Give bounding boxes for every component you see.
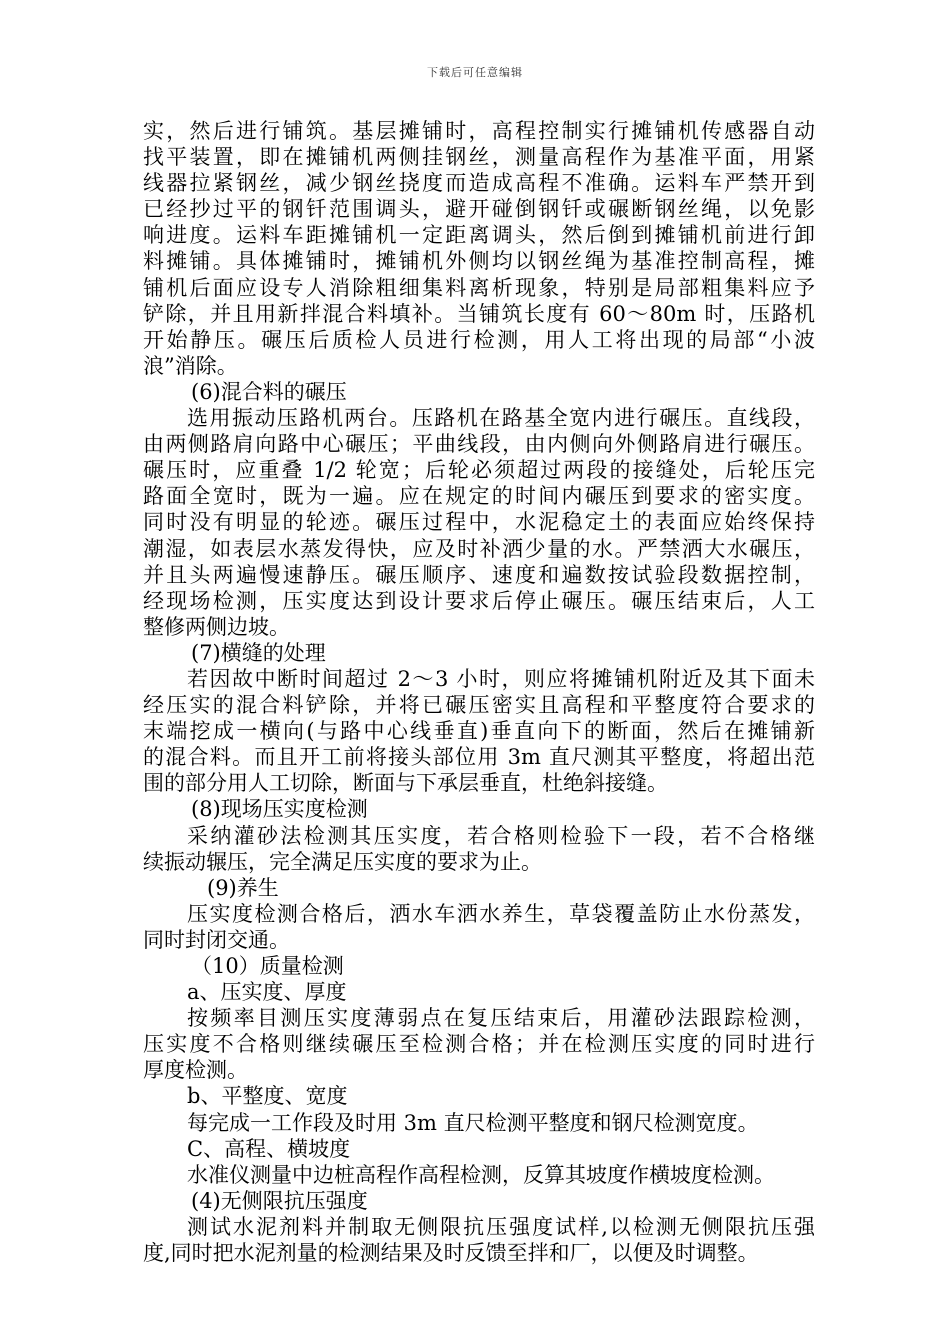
body-line: 线器拉紧钢丝，减少钢丝挠度而造成高程不准确。运料车严禁开到 <box>143 171 815 196</box>
subsection-heading-c: C、高程、横坡度 <box>187 1136 351 1161</box>
section-heading-10: （10）质量检测 <box>191 954 344 978</box>
body-line: 铺机后面应设专人消除粗细集料离析现象，特别是局部粗集料应予 <box>143 275 815 300</box>
body-line: 浪”消除。 <box>143 353 238 378</box>
document-body <box>143 118 815 1266</box>
body-line: 实，然后进行铺筑。基层摊铺时，高程控制实行摊铺机传感器自动 <box>143 119 815 143</box>
body-line: 压实度检测合格后，洒水车洒水养生，草袋覆盖防止水份蒸发， <box>187 901 815 926</box>
body-line: 选用振动压路机两台。压路机在路基全宽内进行碾压。直线段， <box>187 406 815 431</box>
body-line: 测试水泥剂料并制取无侧限抗压强度试样,以检测无侧限抗压强 <box>187 1214 815 1239</box>
section-heading-8: (8)现场压实度检测 <box>191 797 368 822</box>
body-line: 并且头两遍慢速静压。碾压顺序、速度和遍数按试验段数据控制， <box>143 562 815 587</box>
body-line: 水准仪测量中边桩高程作高程检测，反算其坡度作横坡度检测。 <box>187 1162 775 1187</box>
body-line: 路面全宽时，既为一遍。应在规定的时间内碾压到要求的密实度。 <box>143 484 815 509</box>
body-line: 同时封闭交通。 <box>143 927 290 952</box>
body-line: 经压实的混合料铲除，并将已碾压密实且高程和平整度符合要求的 <box>143 693 815 718</box>
section-heading-4: (4)无侧限抗压强度 <box>191 1188 368 1213</box>
body-line: 铲除，并且用新拌混合料填补。当铺筑长度有 60～80m 时，压路机 <box>143 301 815 326</box>
section-heading-7: (7)横缝的处理 <box>191 640 326 665</box>
body-line: 碾压时，应重叠 1/2 轮宽；后轮必须超过两段的接缝处，后轮压完 <box>143 458 815 483</box>
section-heading-6: (6)混合料的碾压 <box>191 379 347 404</box>
body-line: 的混合料。而且开工前将接头部位用 3m 直尺测其平整度，将超出范 <box>143 745 815 770</box>
body-line: 续振动辗压，完全满足压实度的要求为止。 <box>143 849 542 874</box>
body-line: 开始静压。碾压后质检人员进行检测，用人工将出现的局部“小波 <box>143 327 815 352</box>
body-line: 整修两侧边坡。 <box>143 614 290 639</box>
subsection-heading-a: a、压实度、厚度 <box>187 980 347 1005</box>
body-line: 经现场检测，压实度达到设计要求后停止碾压。碾压结束后，人工 <box>143 588 815 613</box>
body-line: 围的部分用人工切除，断面与下承层垂直，杜绝斜接缝。 <box>143 771 668 796</box>
body-line: 已经抄过平的钢钎范围调头，避开碰倒钢钎或碾断钢丝绳，以免影 <box>143 197 815 222</box>
body-line: 末端挖成一横向(与路中心线垂直)垂直向下的断面，然后在摊铺新 <box>143 719 815 744</box>
body-line: 潮湿，如表层水蒸发得快，应及时补洒少量的水。严禁洒大水碾压， <box>143 536 815 561</box>
body-line: 度,同时把水泥剂量的检测结果及时反馈至拌和厂，以便及时调整。 <box>143 1241 759 1266</box>
body-line: 由两侧路肩向路中心碾压；平曲线段，由内侧向外侧路肩进行碾压。 <box>143 432 815 457</box>
body-line: 每完成一工作段及时用 3m 直尺检测平整度和钢尺检测宽度。 <box>187 1110 759 1135</box>
body-line: 若因故中断时间超过 2～3 小时，则应将摊铺机附近及其下面未 <box>187 666 815 691</box>
subsection-heading-b: b、平整度、宽度 <box>187 1084 348 1109</box>
body-line: 料摊铺。具体摊铺时，摊铺机外侧均以钢丝绳为基准控制高程，摊 <box>143 249 815 274</box>
body-line: 采纳灌砂法检测其压实度，若合格则检验下一段，若不合格继 <box>187 823 815 848</box>
body-line: 找平装置，即在摊铺机两侧挂钢丝，测量高程作为基准平面，用紧 <box>143 145 815 170</box>
body-line: 按频率目测压实度薄弱点在复压结束后，用灌砂法跟踪检测， <box>187 1006 815 1031</box>
section-heading-9: (9)养生 <box>207 875 279 900</box>
body-line: 响进度。运料车距摊铺机一定距离调头，然后倒到摊铺机前进行卸 <box>143 223 815 248</box>
page-header: 下载后可任意编辑 <box>427 66 523 79</box>
body-line: 厚度检测。 <box>143 1058 248 1083</box>
body-line: 压实度不合格则继续碾压至检测合格；并在检测压实度的同时进行 <box>143 1032 815 1057</box>
body-line: 同时没有明显的轮迹。碾压过程中，水泥稳定土的表面应始终保持 <box>143 510 815 535</box>
